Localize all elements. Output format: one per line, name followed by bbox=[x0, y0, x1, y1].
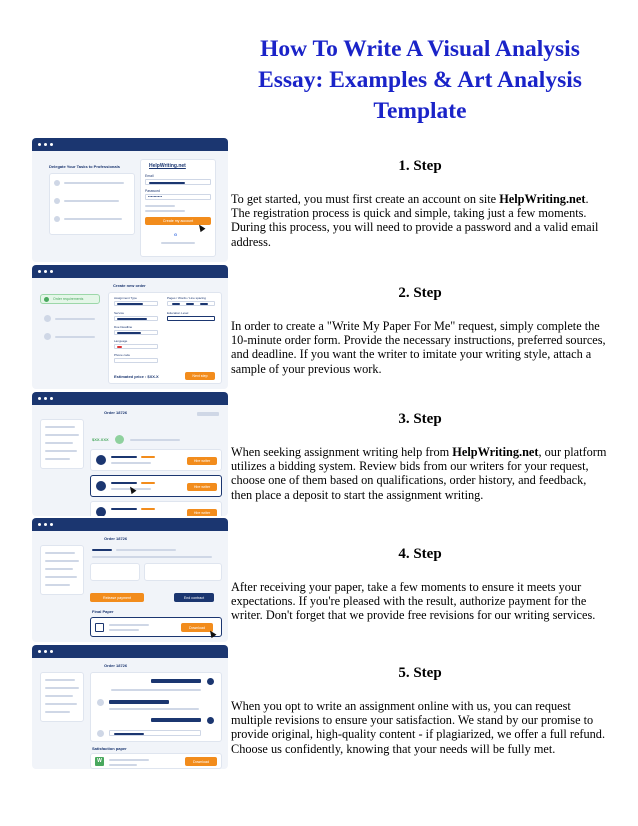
hire-writer-button[interactable]: Hire writer bbox=[187, 509, 217, 516]
step-1 bbox=[231, 157, 609, 249]
title-line-3: Template bbox=[373, 98, 467, 124]
title-line-1: How To Write A Visual Analysis bbox=[260, 36, 580, 62]
feature-card bbox=[49, 173, 135, 235]
step-4-illustration bbox=[32, 518, 228, 642]
hire-writer-button[interactable]: Hire writer bbox=[187, 457, 217, 465]
signup-form: HelpWriting.net Email Password •••••••••• Create my account G bbox=[140, 159, 216, 257]
cursor-icon bbox=[208, 629, 217, 638]
satisfaction-paper-label: Satisfaction paper bbox=[92, 746, 127, 751]
illustration-heading: Create new order bbox=[113, 283, 146, 288]
illustration-heading: Order 18726 bbox=[104, 410, 128, 415]
browser-bar bbox=[32, 138, 228, 151]
word-file-icon: W bbox=[95, 757, 104, 766]
step-heading: 2. Step bbox=[398, 285, 442, 301]
password-field[interactable]: •••••••••• bbox=[145, 194, 211, 200]
illustration-heading: Order 18726 bbox=[104, 663, 128, 668]
illustration-heading: Delegate Your Tasks to Professionals bbox=[49, 164, 120, 169]
brand-name: HelpWriting.net bbox=[499, 192, 586, 206]
order-form: Assignment Type Pages / Words / Line spacing Service Education Level Due Deadline Language Phone code Estimated price : $XX.X Next step bbox=[108, 292, 222, 384]
brand-logo: HelpWriting.net bbox=[149, 163, 186, 169]
hire-writer-button[interactable]: Hire writer bbox=[187, 483, 217, 491]
step-heading: 3. Step bbox=[398, 411, 442, 427]
step-2 bbox=[231, 284, 609, 376]
step-heading: 4. Step bbox=[398, 546, 442, 562]
title-line-2: Essay: Examples & Art Analysis bbox=[258, 67, 582, 93]
illustration-heading: Order 18726 bbox=[104, 536, 128, 541]
final-paper-label: Final Paper bbox=[92, 609, 114, 614]
step-text: When you opt to write an assignment online with us, you can request multiple revisions to ensure your satisfaction. We stand by our promise to provide original, high-quality content - if plagiarized, we offer a full refund. Choose us confidently, knowing that your needs will be fully met. bbox=[231, 699, 606, 756]
step-heading: 1. Step bbox=[398, 158, 442, 174]
brand-name: HelpWriting.net bbox=[452, 445, 539, 459]
final-paper-file[interactable] bbox=[90, 617, 222, 637]
step-text: In order to create a "Write My Paper For Me" request, simply complete the 10-minute order form. Provide the necessary instructions, preferred sources, and deadline. If you want the writer to imitate your writing style, attach a sample of your previous work. bbox=[231, 319, 606, 376]
step-text: When seeking assignment writing help from HelpWriting.net, our platform utilizes a bidding system. Review bids from our writers for your request, choose one of them based on qualifications, order history, and feedback, then place a deposit to start the assignment writing. bbox=[231, 445, 607, 502]
chat-thread bbox=[90, 672, 222, 742]
step-text: After receiving your paper, take a few moments to ensure it meets your expectations. If you're pleased with the result, authorize payment for the writer. Don't forget that we provide free revisions for our writing services. bbox=[231, 580, 596, 623]
step-4 bbox=[231, 545, 609, 623]
step-1-illustration bbox=[32, 138, 228, 262]
writer-bid bbox=[90, 501, 222, 516]
next-step-button[interactable]: Next step bbox=[185, 372, 215, 380]
step-5-illustration bbox=[32, 645, 228, 769]
step-3-illustration: Order 18726 $XX.XXX Hire writer Hire writer Hire writer bbox=[32, 392, 228, 516]
email-field[interactable] bbox=[145, 179, 211, 185]
writer-bid bbox=[90, 449, 222, 471]
step-heading: 5. Step bbox=[398, 665, 442, 681]
download-button[interactable]: Download bbox=[185, 757, 217, 766]
google-icon[interactable]: G bbox=[174, 232, 178, 237]
step-text: To get started, you must first create an account on site HelpWriting.net. The registration process is quick and simple, taking just a few moments. During this process, you will need to provide a password and a valid email address. bbox=[231, 192, 599, 249]
writer-bid-selected[interactable] bbox=[90, 475, 222, 497]
page-title bbox=[200, 34, 638, 127]
end-contract-button[interactable]: End contract bbox=[174, 593, 214, 602]
create-account-button[interactable]: Create my account bbox=[145, 217, 211, 225]
satisfaction-paper-file[interactable] bbox=[90, 753, 222, 769]
estimated-price: Estimated price : $XX.X bbox=[114, 374, 159, 379]
step-2-illustration bbox=[32, 265, 228, 389]
cursor-icon bbox=[128, 485, 137, 494]
step-5 bbox=[231, 664, 609, 756]
release-payment-button[interactable]: Release payment bbox=[90, 593, 144, 602]
step-3 bbox=[231, 410, 609, 502]
download-button[interactable]: Download bbox=[181, 623, 213, 632]
sidebar-item-order-requirements[interactable]: Order requirements bbox=[40, 294, 100, 304]
